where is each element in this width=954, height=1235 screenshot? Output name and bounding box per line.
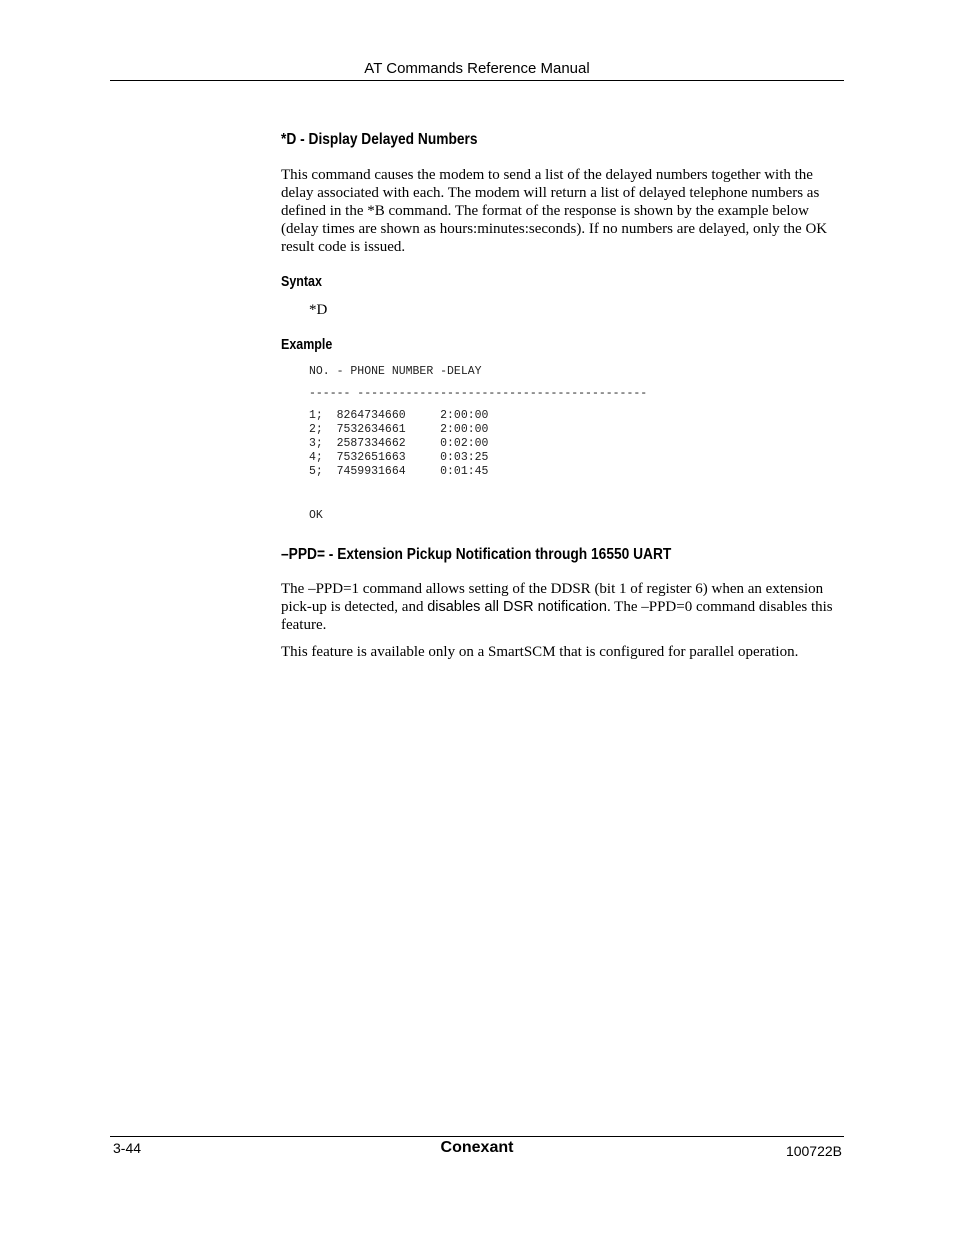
ppd-text-part1: The –PPD=1 command allows setting of the DDSR (bit 1 of register 6) when an extension pick-up is detected, and [281, 581, 824, 615]
footer-doc-number: 100722B [785, 1143, 842, 1159]
section-description: This command causes the modem to send a list of the delayed numbers together with the delay associated with each. The modem will return a list of delayed telephone numbers as defined in the *B command. The format of the response is shown by the example below (delay times are shown as hours:minutes:seconds). If no numbers are delayed, only the OK result code is issued. [281, 167, 828, 255]
example-row: 1; 8264734660 2:00:00 [309, 409, 489, 422]
section-heading-display-delayed: *D - Display Delayed Numbers [281, 131, 478, 148]
section-heading-ppd: –PPD= - Extension Pickup Notification through 16550 UART [281, 546, 672, 563]
ppd-description [281, 580, 843, 634]
footer-company: Conexant [440, 1139, 514, 1156]
footer-rule [110, 1136, 844, 1137]
ppd-availability-note: This feature is available only on a SmartSCM that is configured for parallel operation. [281, 644, 799, 660]
example-result-line: OK [309, 509, 323, 522]
page-header-title: AT Commands Reference Manual [364, 60, 590, 77]
ppd-text-sans: disables all DSR notification [427, 599, 607, 615]
example-row: 5; 7459931664 0:01:45 [309, 465, 489, 478]
example-row: 4; 7532651663 0:03:25 [309, 451, 489, 464]
example-header-line: NO. - PHONE NUMBER -DELAY [309, 365, 482, 378]
syntax-heading: Syntax [281, 274, 322, 290]
footer-page-number: 3-44 [113, 1140, 142, 1156]
example-heading: Example [281, 337, 333, 353]
header-rule [110, 80, 844, 81]
example-divider-line: ------ ------------------------------------------ [309, 387, 648, 400]
syntax-command: *D [309, 302, 328, 318]
example-row: 3; 2587334662 0:02:00 [309, 437, 489, 450]
ppd-text-part3: . The –PPD=0 command disables this feature. [281, 599, 833, 633]
example-row: 2; 7532634661 2:00:00 [309, 423, 489, 436]
